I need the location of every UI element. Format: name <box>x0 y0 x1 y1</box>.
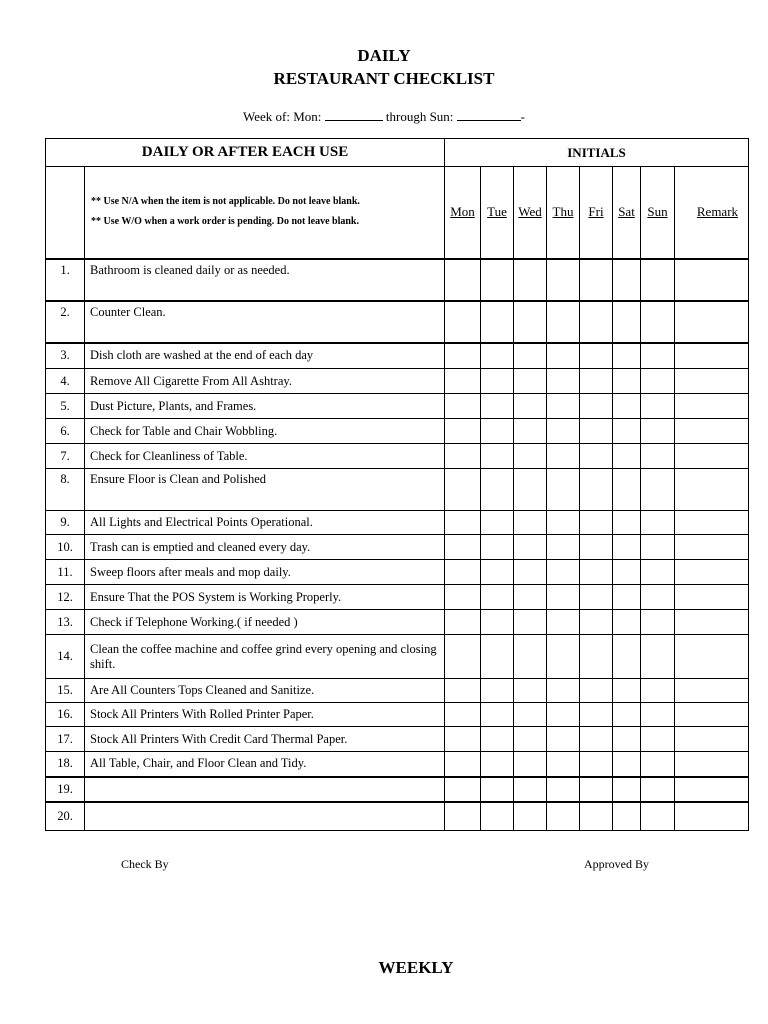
initial-cell-fri[interactable] <box>580 560 613 585</box>
initial-cell-fri[interactable] <box>580 511 613 535</box>
row-number: 4. <box>46 369 85 394</box>
initial-cell-mon[interactable] <box>445 802 481 831</box>
initial-cell-wed[interactable] <box>514 727 547 752</box>
initial-cell-sat[interactable] <box>613 301 641 343</box>
initial-cell-mon[interactable] <box>445 585 481 610</box>
initial-cell-thu[interactable] <box>547 752 580 777</box>
initial-cell-wed[interactable] <box>514 585 547 610</box>
initial-cell-sun[interactable] <box>641 444 675 469</box>
initial-cell-thu[interactable] <box>547 419 580 444</box>
remark-cell[interactable] <box>675 394 749 419</box>
checklist-row <box>46 777 749 802</box>
checklist-row <box>46 343 749 369</box>
week-through-label: through Sun: <box>385 109 454 124</box>
day-header-wed: Wed <box>514 167 547 259</box>
initial-cell-mon[interactable] <box>445 511 481 535</box>
remark-cell[interactable] <box>675 610 749 635</box>
task-description: Trash can is emptied and cleaned every day. <box>85 535 445 560</box>
initial-cell-thu[interactable] <box>547 585 580 610</box>
task-description <box>85 777 445 802</box>
day-header-sun: Sun <box>641 167 675 259</box>
row-number: 20. <box>46 802 85 831</box>
initial-cell-tue[interactable] <box>481 727 514 752</box>
row-number: 3. <box>46 343 85 369</box>
initial-cell-thu[interactable] <box>547 535 580 560</box>
initial-cell-mon[interactable] <box>445 610 481 635</box>
initial-cell-fri[interactable] <box>580 703 613 727</box>
initial-cell-mon[interactable] <box>445 259 481 301</box>
checklist-row <box>46 469 749 511</box>
checklist-row <box>46 511 749 535</box>
initial-cell-sat[interactable] <box>613 369 641 394</box>
initial-cell-tue[interactable] <box>481 560 514 585</box>
initial-cell-sun[interactable] <box>641 511 675 535</box>
initial-cell-thu[interactable] <box>547 802 580 831</box>
initial-cell-tue[interactable] <box>481 394 514 419</box>
initial-cell-sat[interactable] <box>613 585 641 610</box>
initial-cell-tue[interactable] <box>481 777 514 802</box>
task-description: Bathroom is cleaned daily or as needed. <box>85 259 445 301</box>
initial-cell-tue[interactable] <box>481 610 514 635</box>
instructions-cell <box>85 167 445 259</box>
initial-cell-mon[interactable] <box>445 394 481 419</box>
initial-cell-sat[interactable] <box>613 419 641 444</box>
day-header-sat: Sat <box>613 167 641 259</box>
initial-cell-sat[interactable] <box>613 802 641 831</box>
initial-cell-thu[interactable] <box>547 777 580 802</box>
initial-cell-tue[interactable] <box>481 802 514 831</box>
day-header-mon: Mon <box>445 167 481 259</box>
initial-cell-fri[interactable] <box>580 394 613 419</box>
initial-cell-wed[interactable] <box>514 635 547 679</box>
initial-cell-fri[interactable] <box>580 727 613 752</box>
remark-cell[interactable] <box>675 511 749 535</box>
blank-num-cell <box>46 167 85 259</box>
title-restaurant-checklist: RESTAURANT CHECKLIST <box>273 69 495 88</box>
row-number: 6. <box>46 419 85 444</box>
initials-header: INITIALS <box>445 139 749 167</box>
initial-cell-wed[interactable] <box>514 394 547 419</box>
initial-cell-mon[interactable] <box>445 679 481 703</box>
initial-cell-thu[interactable] <box>547 703 580 727</box>
initial-cell-fri[interactable] <box>580 585 613 610</box>
initial-cell-fri[interactable] <box>580 610 613 635</box>
initial-cell-fri[interactable] <box>580 777 613 802</box>
checklist-row <box>46 535 749 560</box>
initial-cell-wed[interactable] <box>514 511 547 535</box>
checklist-row <box>46 802 749 831</box>
initial-cell-wed[interactable] <box>514 610 547 635</box>
task-description <box>85 802 445 831</box>
initial-cell-tue[interactable] <box>481 511 514 535</box>
initial-cell-wed[interactable] <box>514 679 547 703</box>
checklist-row <box>46 560 749 585</box>
initial-cell-thu[interactable] <box>547 369 580 394</box>
checklist-table <box>45 138 749 831</box>
initial-cell-sun[interactable] <box>641 802 675 831</box>
task-description: Sweep floors after meals and mop daily. <box>85 560 445 585</box>
row-number: 2. <box>46 301 85 343</box>
initial-cell-sat[interactable] <box>613 610 641 635</box>
row-number: 11. <box>46 560 85 585</box>
initial-cell-tue[interactable] <box>481 301 514 343</box>
checklist-row <box>46 444 749 469</box>
checklist-row <box>46 610 749 635</box>
remark-cell[interactable] <box>675 343 749 369</box>
task-description: Dish cloth are washed at the end of each day <box>85 343 445 369</box>
initial-cell-mon[interactable] <box>445 635 481 679</box>
header-row <box>46 139 749 167</box>
initial-cell-thu[interactable] <box>547 511 580 535</box>
remark-cell[interactable] <box>675 703 749 727</box>
initial-cell-sun[interactable] <box>641 259 675 301</box>
task-description: Check if Telephone Working.( if needed ) <box>85 610 445 635</box>
weekly-heading: WEEKLY <box>378 958 454 977</box>
initial-cell-sat[interactable] <box>613 727 641 752</box>
initial-cell-tue[interactable] <box>481 343 514 369</box>
week-start-field[interactable] <box>325 108 383 121</box>
initial-cell-wed[interactable] <box>514 444 547 469</box>
initial-cell-thu[interactable] <box>547 610 580 635</box>
initial-cell-sun[interactable] <box>641 727 675 752</box>
initial-cell-fri[interactable] <box>580 419 613 444</box>
task-description: All Lights and Electrical Points Operational. <box>85 511 445 535</box>
section-header: DAILY OR AFTER EACH USE <box>46 139 445 167</box>
remark-cell[interactable] <box>675 369 749 394</box>
checklist-row <box>46 635 749 679</box>
remark-header: Remark <box>675 167 749 259</box>
checklist-row <box>46 727 749 752</box>
initial-cell-tue[interactable] <box>481 535 514 560</box>
initial-cell-mon[interactable] <box>445 301 481 343</box>
initial-cell-mon[interactable] <box>445 469 481 511</box>
initial-cell-thu[interactable] <box>547 343 580 369</box>
initial-cell-fri[interactable] <box>580 635 613 679</box>
initial-cell-wed[interactable] <box>514 419 547 444</box>
initial-cell-sat[interactable] <box>613 752 641 777</box>
row-number: 19. <box>46 777 85 802</box>
row-number: 14. <box>46 635 85 679</box>
initial-cell-sun[interactable] <box>641 610 675 635</box>
initial-cell-thu[interactable] <box>547 444 580 469</box>
initial-cell-sat[interactable] <box>613 535 641 560</box>
initial-cell-tue[interactable] <box>481 703 514 727</box>
remark-cell[interactable] <box>675 777 749 802</box>
initial-cell-wed[interactable] <box>514 301 547 343</box>
initial-cell-thu[interactable] <box>547 635 580 679</box>
initial-cell-fri[interactable] <box>580 259 613 301</box>
initial-cell-mon[interactable] <box>445 419 481 444</box>
checklist-row <box>46 394 749 419</box>
initial-cell-fri[interactable] <box>580 469 613 511</box>
row-number: 13. <box>46 610 85 635</box>
week-end-field[interactable] <box>457 108 521 121</box>
initial-cell-tue[interactable] <box>481 585 514 610</box>
initial-cell-sat[interactable] <box>613 469 641 511</box>
initial-cell-fri[interactable] <box>580 752 613 777</box>
remark-cell[interactable] <box>675 727 749 752</box>
initial-cell-wed[interactable] <box>514 560 547 585</box>
task-description: All Table, Chair, and Floor Clean and Tidy. <box>85 752 445 777</box>
initial-cell-wed[interactable] <box>514 802 547 831</box>
initial-cell-thu[interactable] <box>547 301 580 343</box>
initial-cell-sun[interactable] <box>641 394 675 419</box>
initial-cell-sun[interactable] <box>641 679 675 703</box>
row-number: 18. <box>46 752 85 777</box>
checklist-row <box>46 259 749 301</box>
initial-cell-fri[interactable] <box>580 369 613 394</box>
initial-cell-thu[interactable] <box>547 679 580 703</box>
initial-cell-sun[interactable] <box>641 560 675 585</box>
remark-cell[interactable] <box>675 802 749 831</box>
remark-cell[interactable] <box>675 635 749 679</box>
initial-cell-thu[interactable] <box>547 560 580 585</box>
task-description: Are All Counters Tops Cleaned and Sanitize. <box>85 679 445 703</box>
initial-cell-sat[interactable] <box>613 560 641 585</box>
row-number: 15. <box>46 679 85 703</box>
initial-cell-wed[interactable] <box>514 369 547 394</box>
checklist-row <box>46 585 749 610</box>
initial-cell-sun[interactable] <box>641 343 675 369</box>
initial-cell-sat[interactable] <box>613 777 641 802</box>
checklist-row <box>46 752 749 777</box>
initial-cell-thu[interactable] <box>547 394 580 419</box>
remark-cell[interactable] <box>675 535 749 560</box>
task-description: Clean the coffee machine and coffee grind every opening and closing shift. <box>85 635 445 679</box>
remark-cell[interactable] <box>675 560 749 585</box>
note-na: ** Use N/A when the item is not applicable. Do not leave blank. <box>91 196 360 208</box>
remark-cell[interactable] <box>675 259 749 301</box>
initial-cell-tue[interactable] <box>481 469 514 511</box>
initial-cell-sun[interactable] <box>641 301 675 343</box>
initial-cell-tue[interactable] <box>481 679 514 703</box>
initial-cell-tue[interactable] <box>481 635 514 679</box>
initial-cell-sat[interactable] <box>613 444 641 469</box>
remark-cell[interactable] <box>675 301 749 343</box>
remark-cell[interactable] <box>675 585 749 610</box>
initial-cell-sat[interactable] <box>613 259 641 301</box>
task-description: Ensure Floor is Clean and Polished <box>85 469 445 511</box>
initial-cell-sat[interactable] <box>613 679 641 703</box>
day-header-thu: Thu <box>547 167 580 259</box>
initial-cell-sun[interactable] <box>641 777 675 802</box>
initial-cell-fri[interactable] <box>580 535 613 560</box>
initial-cell-wed[interactable] <box>514 259 547 301</box>
subheader-row <box>46 167 749 259</box>
row-number: 16. <box>46 703 85 727</box>
initial-cell-sun[interactable] <box>641 635 675 679</box>
initial-cell-fri[interactable] <box>580 444 613 469</box>
row-number: 7. <box>46 444 85 469</box>
initial-cell-sun[interactable] <box>641 585 675 610</box>
initial-cell-fri[interactable] <box>580 802 613 831</box>
initial-cell-sun[interactable] <box>641 369 675 394</box>
task-description: Remove All Cigarette From All Ashtray. <box>85 369 445 394</box>
remark-cell[interactable] <box>675 752 749 777</box>
initial-cell-sun[interactable] <box>641 419 675 444</box>
initial-cell-sun[interactable] <box>641 703 675 727</box>
title-daily: DAILY <box>357 46 411 65</box>
initial-cell-sun[interactable] <box>641 469 675 511</box>
initial-cell-tue[interactable] <box>481 444 514 469</box>
task-description: Check for Cleanliness of Table. <box>85 444 445 469</box>
initial-cell-sat[interactable] <box>613 343 641 369</box>
week-suffix: - <box>520 109 526 124</box>
row-number: 8. <box>46 469 85 511</box>
initial-cell-wed[interactable] <box>514 752 547 777</box>
initial-cell-fri[interactable] <box>580 343 613 369</box>
row-number: 5. <box>46 394 85 419</box>
initial-cell-mon[interactable] <box>445 444 481 469</box>
row-number: 17. <box>46 727 85 752</box>
initial-cell-thu[interactable] <box>547 469 580 511</box>
initial-cell-mon[interactable] <box>445 727 481 752</box>
task-description: Check for Table and Chair Wobbling. <box>85 419 445 444</box>
row-number: 12. <box>46 585 85 610</box>
initial-cell-fri[interactable] <box>580 679 613 703</box>
initial-cell-wed[interactable] <box>514 703 547 727</box>
initial-cell-thu[interactable] <box>547 259 580 301</box>
initial-cell-thu[interactable] <box>547 727 580 752</box>
initial-cell-wed[interactable] <box>514 777 547 802</box>
initial-cell-tue[interactable] <box>481 752 514 777</box>
day-header-fri: Fri <box>580 167 613 259</box>
initial-cell-mon[interactable] <box>445 560 481 585</box>
approved-by-label: Approved By <box>584 857 649 871</box>
row-number: 9. <box>46 511 85 535</box>
initial-cell-wed[interactable] <box>514 535 547 560</box>
initial-cell-mon[interactable] <box>445 369 481 394</box>
task-description: Stock All Printers With Credit Card Thermal Paper. <box>85 727 445 752</box>
checklist-row <box>46 301 749 343</box>
row-number: 1. <box>46 259 85 301</box>
week-label: Week of: Mon: <box>242 109 322 124</box>
initial-cell-tue[interactable] <box>481 259 514 301</box>
remark-cell[interactable] <box>675 679 749 703</box>
row-number: 10. <box>46 535 85 560</box>
checklist-row <box>46 369 749 394</box>
initial-cell-mon[interactable] <box>445 343 481 369</box>
checklist-row <box>46 419 749 444</box>
week-of-line <box>0 108 768 125</box>
day-header-tue: Tue <box>481 167 514 259</box>
remark-cell[interactable] <box>675 469 749 511</box>
initial-cell-sat[interactable] <box>613 394 641 419</box>
task-description: Ensure That the POS System is Working Properly. <box>85 585 445 610</box>
task-description: Dust Picture, Plants, and Frames. <box>85 394 445 419</box>
initial-cell-tue[interactable] <box>481 419 514 444</box>
initial-cell-sat[interactable] <box>613 635 641 679</box>
remark-cell[interactable] <box>675 444 749 469</box>
initial-cell-sat[interactable] <box>613 511 641 535</box>
initial-cell-wed[interactable] <box>514 469 547 511</box>
initial-cell-sat[interactable] <box>613 703 641 727</box>
initial-cell-mon[interactable] <box>445 703 481 727</box>
initial-cell-mon[interactable] <box>445 535 481 560</box>
initial-cell-sun[interactable] <box>641 535 675 560</box>
initial-cell-tue[interactable] <box>481 369 514 394</box>
checklist-row <box>46 703 749 727</box>
task-description: Stock All Printers With Rolled Printer Paper. <box>85 703 445 727</box>
initial-cell-sun[interactable] <box>641 752 675 777</box>
initial-cell-fri[interactable] <box>580 301 613 343</box>
initial-cell-wed[interactable] <box>514 343 547 369</box>
checklist-row <box>46 679 749 703</box>
initial-cell-mon[interactable] <box>445 777 481 802</box>
initial-cell-mon[interactable] <box>445 752 481 777</box>
remark-cell[interactable] <box>675 419 749 444</box>
task-description: Counter Clean. <box>85 301 445 343</box>
check-by-label: Check By <box>121 857 169 871</box>
note-wo: ** Use W/O when a work order is pending. Do not leave blank. <box>91 216 359 228</box>
